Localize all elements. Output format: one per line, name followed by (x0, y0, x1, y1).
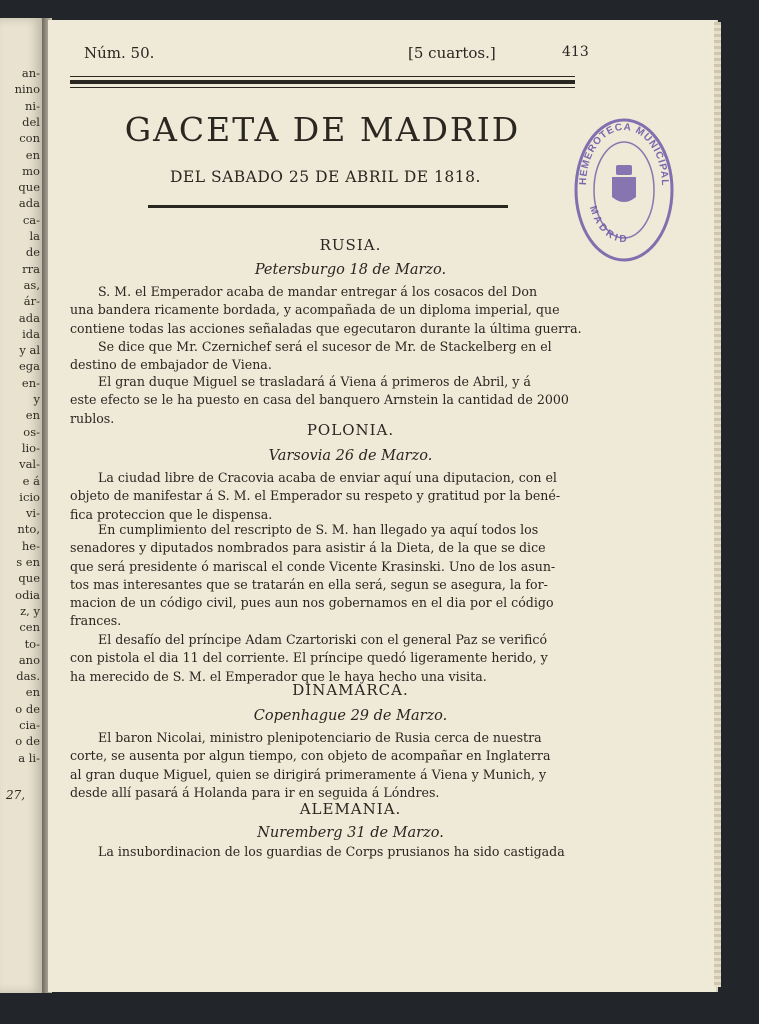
paragraph-line: que será presidente ó mariscal el conde Vicente Krasinski. Uno de los asun- (70, 558, 556, 574)
left-page-text-fragment: lio- (21, 440, 40, 455)
paragraph-line: fica proteccion que le dispensa. (70, 506, 273, 522)
paragraph-line: S. M. el Emperador acaba de mandar entregar á los cosacos del Don (98, 284, 538, 299)
left-page-text-fragment: con (19, 131, 40, 146)
left-page-text-fragment: odia (15, 587, 40, 602)
paragraph-line: El desafío del príncipe Adam Czartoriski con el general Paz se verificó (98, 632, 548, 647)
left-page-text-fragment: ano (18, 652, 40, 667)
paragraph-line: contiene todas las acciones señaladas que egecutaron durante la última guerra. (70, 320, 582, 336)
left-page-text-fragment: das. (16, 669, 40, 684)
left-page-text-fragment: o de (15, 701, 40, 716)
paragraph (70, 631, 605, 686)
paragraph-line: tos mas interesantes que se tratarán en ella será, segun se asegura, la for- (70, 576, 548, 592)
paragraph (70, 843, 605, 861)
dateline-alemania: Nuremberg 31 de Marzo. (257, 825, 444, 841)
paragraph-line: En cumplimiento del rescripto de S. M. han llegado ya aquí todos los (98, 522, 539, 537)
paragraph (70, 729, 605, 802)
left-page-text-fragment: y al (19, 343, 40, 358)
section-heading-alemania: ALEMANIA. (299, 800, 402, 818)
header-rule-top (70, 76, 575, 77)
svg-text:HEMEROTECA MUNICIPAL (578, 122, 670, 187)
dateline-dinamarca: Copenhague 29 de Marzo. (253, 708, 448, 724)
left-page-text-fragment: cen (19, 620, 40, 635)
section-heading-rusia: RUSIA. (319, 236, 382, 254)
left-page-text-fragment: o de (15, 734, 40, 749)
left-page-text-fragment: an- (21, 66, 40, 80)
left-page-text-fragment: os- (23, 424, 40, 439)
left-page-text-fragment: ida (22, 326, 40, 341)
issue-price: [5 cuartos.] (408, 44, 496, 62)
paragraph-line: macion de un código civil, pues aun nos gobernamos en el dia por el código (70, 595, 554, 611)
left-page-text-fragment: en (25, 685, 40, 700)
header-rule-bottom (70, 87, 575, 88)
paragraph-line: La insubordinacion de los guardias de Corps prusianos ha sido castigada (98, 844, 565, 859)
paragraph (70, 283, 605, 338)
paragraph (70, 521, 605, 631)
left-page-text-fragment: he- (21, 538, 40, 553)
left-page-text-fragment: s en (16, 555, 40, 569)
left-page-text-fragment: ada (18, 196, 40, 211)
coat-of-arms-icon (612, 165, 636, 202)
dateline-rusia: Petersburgo 18 de Marzo. (254, 262, 447, 278)
paragraph (70, 373, 605, 428)
paragraph-line: ha merecido de S. M. el Emperador que le haya hecho una visita. (70, 668, 487, 684)
stamp-top-text: HEMEROTECA MUNICIPAL (577, 121, 671, 187)
paragraph-line: Se dice que Mr. Czernichef será el sucesor de Mr. de Stackelberg en el (98, 339, 552, 354)
date-rule (148, 205, 508, 208)
left-page-text-fragment: del (22, 114, 40, 129)
paragraph (70, 338, 605, 375)
left-page-text-fragment: vi- (25, 506, 40, 521)
paragraph-line: al gran duque Miguel, quien se dirigirá primeramente á Viena y Munich, y (70, 766, 547, 782)
left-page-text-fragment: ni- (25, 98, 40, 113)
paragraph-line: este efecto se le ha puesto en casa del banquero Arnstein la cantidad de 2000 (70, 392, 569, 408)
issue-date: DEL SABADO 25 DE ABRIL DE 1818. (170, 168, 481, 186)
left-page-text-fragment: val- (19, 457, 40, 472)
left-page-text-fragment: de (25, 245, 40, 260)
left-page-text-fragment: ca- (22, 212, 40, 227)
left-page-text-fragment: icio (19, 489, 40, 504)
left-page-text-fragment: la (29, 229, 40, 243)
paragraph-line: senadores y diputados nombrados para asistir á la Dieta, de la que se dice (70, 540, 546, 556)
left-page-text-fragment: y (33, 392, 40, 406)
paragraph-line: La ciudad libre de Cracovia acaba de enviar aquí una diputacion, con el (98, 470, 557, 485)
left-page-text-fragment: en- (21, 375, 40, 390)
paragraph-line: con pistola el dia 11 del corriente. El príncipe quedó ligeramente herido, y (70, 650, 548, 666)
issue-number: Núm. 50. (84, 44, 155, 62)
left-page-text-fragment: mo (22, 163, 40, 178)
left-page-text-fragment: nto, (17, 522, 40, 537)
left-page-text-fragment: en (25, 408, 40, 423)
paragraph-line: rublos. (70, 410, 115, 426)
paragraph-line: El gran duque Miguel se trasladará á Viena á primeros de Abril, y á (98, 374, 531, 389)
left-page-text-fragment: a li- (18, 750, 40, 765)
masthead-title: GACETA DE MADRID (124, 110, 521, 149)
page-number: 413 (562, 44, 589, 60)
left-page-text-fragment: to- (24, 636, 40, 651)
section-heading-polonia: POLONIA. (306, 421, 395, 439)
header-rule-thick (70, 80, 575, 84)
paragraph-line: desde allí pasará á Holanda para ir en seguida á Lóndres. (70, 784, 440, 800)
paragraph-line: una bandera ricamente bordada, y acompañada de un diploma imperial, que (70, 302, 560, 318)
paragraph-line: corte, se ausenta por algun tiempo, con objeto de acompañar en Inglaterra (70, 748, 551, 764)
left-page-text-fragment: en (25, 147, 40, 162)
left-page-text-fragment: as, (23, 277, 40, 292)
left-page-text-fragment: nino (14, 82, 40, 97)
left-page-text-fragment: que (18, 180, 40, 195)
section-heading-dinamarca: DINAMARCA. (292, 681, 409, 699)
left-page-text-fragment: ada (18, 310, 40, 325)
left-page-text-fragment: z, y (20, 603, 40, 618)
left-page-text-fragment: ár- (23, 294, 40, 309)
left-page-number: 27, (6, 788, 26, 802)
left-page-text-fragment: rra (22, 261, 40, 276)
left-page-text-fragment: cia- (19, 718, 40, 732)
left-page-text-fragment: que (18, 571, 40, 586)
paragraph-line: frances. (70, 613, 122, 629)
paragraph-line: El baron Nicolai, ministro plenipotenciario de Rusia cerca de nuestra (98, 730, 542, 745)
paragraph (70, 469, 605, 524)
left-page-text-fragment: e á (22, 473, 40, 488)
left-page-text-fragment: ega (18, 359, 40, 374)
dateline-polonia: Varsovia 26 de Marzo. (268, 448, 433, 464)
paragraph-line: destino de embajador de Viena. (70, 357, 272, 373)
paragraph-line: objeto de manifestar á S. M. el Emperador su respeto y gratitud por la bené- (70, 488, 561, 504)
stamp-bottom-text: MADRID (586, 204, 630, 246)
left-page-fragment (0, 18, 42, 993)
page-edge (714, 22, 721, 987)
